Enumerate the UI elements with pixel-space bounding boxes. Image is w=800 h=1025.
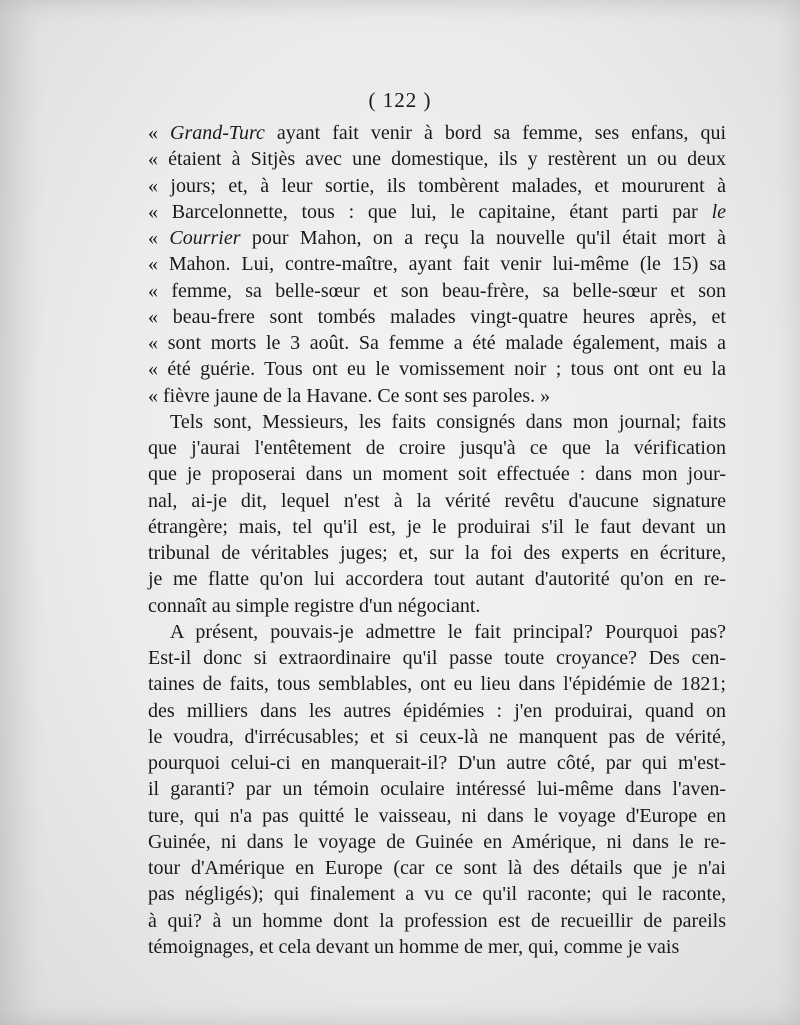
text-line: [148, 304, 726, 330]
text-line: [148, 934, 726, 960]
text-run: « jours; et, à leur sortie, ils tombèrent malades, et moururent à: [148, 174, 726, 197]
text-run: je me flatte qu'on lui accordera tout autant d'autorité qu'on en re-: [148, 568, 726, 591]
text-run: tour d'Amérique en Europe (car ce sont là des détails que je n'ai: [148, 857, 726, 879]
text-line: [148, 619, 726, 645]
text-line: [148, 514, 726, 540]
page-number: ( 122 ): [368, 88, 432, 112]
text-run: Tels sont, Messieurs, les faits consignés dans mon journal; faits: [170, 410, 726, 433]
paragraph: [148, 619, 726, 960]
text-run: pour Mahon, on a reçu la nouvelle qu'il était mort à: [240, 227, 727, 249]
text-run: « sont morts le 3 août. Sa femme a été malade également, mais a: [148, 332, 726, 354]
text-line: [148, 908, 726, 934]
text-line: [148, 251, 726, 277]
text-run: il garanti? par un témoin oculaire intéressé lui-même dans l'aven-: [148, 778, 726, 801]
text-run: « beau-frere sont tombés malades vingt-quatre heures après, et: [148, 305, 726, 328]
text-line: [148, 330, 726, 356]
text-run: pas négligés); qui finalement a vu ce qu'il raconte; qui le raconte,: [148, 883, 726, 906]
text-line: [148, 435, 726, 461]
text-run: taines de faits, tous semblables, ont eu lieu dans l'épidémie de 1821;: [148, 673, 726, 696]
paragraph: [148, 120, 726, 409]
text-line: [148, 855, 726, 881]
text-run: pourquoi celui-ci en manquerait-il? D'un autre côté, par qui m'est-: [148, 752, 726, 774]
text-line: [148, 724, 726, 750]
text-line: [148, 383, 726, 409]
text-run: ayant fait venir à bord sa femme, ses enfans, qui: [264, 122, 727, 144]
text-run: des milliers dans les autres épidémies : j'en produirai, quand on: [148, 699, 726, 722]
text-line: [148, 146, 726, 172]
text-run: à qui? à un homme dont la profession est de recueillir de pareils: [148, 909, 726, 932]
text-run: témoignages, et cela devant un homme de mer, qui, comme je vais: [148, 935, 680, 958]
text-line: [148, 829, 726, 855]
text-run: Est-il donc si extraordinaire qu'il passe toute croyance? Des cen-: [148, 647, 726, 669]
text-line: [148, 409, 726, 435]
text-line: [148, 750, 726, 776]
text-line: [148, 173, 726, 199]
text-run: « été guérie. Tous ont eu le vomissement noir ; tous ont ont eu la: [148, 358, 726, 381]
italic-text: Grand-Turc: [170, 122, 265, 144]
text-line: [148, 488, 726, 514]
text-run: que j'aurai l'entêtement de croire jusqu'à ce que la vérification: [148, 437, 726, 459]
text-line: [148, 540, 726, 566]
text-line: [148, 698, 726, 724]
text-line: [148, 356, 726, 382]
text-line: [148, 593, 726, 619]
text-line: [148, 776, 726, 802]
text-run: A présent, pouvais-je admettre le fait principal? Pourquoi pas?: [170, 620, 726, 643]
text-run: connaît au simple registre d'un négociant.: [148, 594, 481, 617]
text-run: que je proposerai dans un moment soit effectuée : dans mon jour-: [148, 463, 726, 486]
italic-text: Courrier: [169, 227, 241, 249]
text-line: [148, 803, 726, 829]
text-run: nal, ai-je dit, lequel n'est à la vérité revêtu d'aucune signature: [148, 489, 726, 512]
text-run: tribunal de véritables juges; et, sur la foi des experts en écriture,: [148, 542, 726, 564]
text-line: [148, 671, 726, 697]
text-line: [148, 278, 726, 304]
text-run: « étaient à Sitjès avec une domestique, ils y restèrent un ou deux: [148, 148, 726, 171]
text-run: ture, qui n'a pas quitté le vaisseau, ni dans le voyage d'Europe en: [148, 804, 726, 827]
text-run: le voudra, d'irrécusables; et si ceux-là ne manquent pas de vérité,: [148, 725, 726, 748]
italic-text: le: [711, 200, 726, 223]
text-line: [148, 645, 726, 671]
text-line: [148, 120, 726, 146]
text-line: [148, 225, 726, 251]
text-line: [148, 566, 726, 592]
text-run: étrangère; mais, tel qu'il est, je le produirai s'il le faut devant un: [148, 515, 726, 538]
text-run: « femme, sa belle-sœur et son beau-frère, sa belle-sœur et son: [148, 279, 726, 302]
text-line: [148, 461, 726, 487]
paragraph: [148, 409, 726, 619]
text-run: « fièvre jaune de la Havane. Ce sont ses paroles. »: [148, 384, 551, 407]
text-run: «: [148, 122, 171, 144]
text-run: Guinée, ni dans le voyage de Guinée en Amérique, ni dans le re-: [148, 830, 726, 853]
text-run: « Mahon. Lui, contre-maître, ayant fait venir lui-même (le 15) sa: [148, 253, 726, 276]
text-line: [148, 199, 726, 225]
text-line: [148, 881, 726, 907]
body-text: [148, 120, 726, 960]
text-run: « Barcelonnette, tous : que lui, le capitaine, étant parti par: [148, 200, 712, 223]
text-run: «: [148, 227, 170, 249]
